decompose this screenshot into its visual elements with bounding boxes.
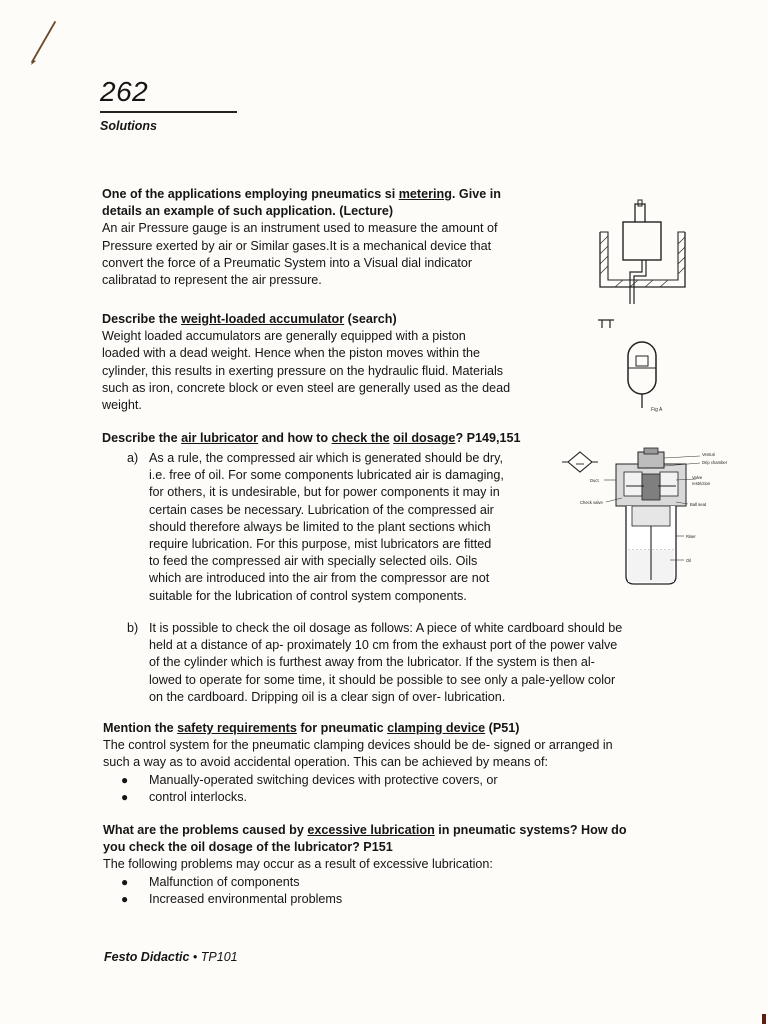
answer-line: An air Pressure gauge is an instrument used to measure the amount of: [102, 221, 498, 236]
answer-line: such as iron, concrete block or even steel are generally used as the dead: [102, 380, 511, 395]
pencil-mark-icon: [28, 20, 58, 66]
question-heading: Mention the safety requirements for pneumatic clamping device (P51): [103, 721, 520, 735]
answer-line: The control system for the pneumatic clamping devices should be de- signed or arranged in: [103, 738, 613, 753]
answer-line: It is possible to check the oil dosage as follows: A piece of white cardboard should be: [149, 621, 623, 635]
figure-label: Duct: [590, 478, 599, 483]
answer-line: to feed the compressed air with specially selected oils. Oils: [149, 554, 478, 569]
answer-line: As a rule, the compressed air which is generated should be dry,: [149, 451, 503, 465]
question-safety-requirements: [103, 720, 673, 806]
list-item: ● Manually-operated switching devices with protective covers, or: [121, 772, 673, 789]
question-air-lubricator: [102, 430, 572, 447]
bullet-icon: ●: [121, 789, 129, 804]
list-item: ● Increased environmental problems: [121, 891, 673, 908]
question-heading: One of the applications employing pneumatics si metering. Give in: [102, 187, 501, 201]
page-number: 262: [100, 76, 149, 107]
list-item: ● control interlocks.: [121, 789, 673, 806]
answer-line: convert the force of a Preumatic System into a Visual dial indicator: [102, 255, 473, 270]
footer-code: TP101: [200, 950, 238, 964]
footer-brand: Festo Didactic: [104, 950, 190, 964]
answer-line: Pressure exerted by air or Similar gases.It is a mechanical device that: [102, 238, 492, 253]
bullet-list: [121, 772, 673, 806]
list-marker: b): [127, 621, 139, 635]
bullet-icon: ●: [121, 874, 129, 889]
answer-line: should therefore always be limited to the plant sections which: [149, 519, 491, 534]
answer-line: weight.: [102, 398, 142, 413]
figure-label: Valve: [692, 475, 703, 480]
question-heading-line2: details an example of such application. (Lecture): [102, 204, 394, 219]
answer-line: for others, it is undesirable, but for power components it may in: [149, 485, 500, 500]
bullet-icon: ●: [121, 891, 129, 906]
list-item-a: [127, 450, 557, 605]
list-item-b: [127, 620, 677, 706]
question-heading: Describe the air lubricator and how to check the oil dosage? P149,151: [102, 431, 521, 445]
answer-line: loaded with a dead weight. Hence when the piston moves within the: [102, 346, 481, 361]
footer-separator: •: [189, 950, 201, 964]
answer-line: suitable for the lubrication of control system components.: [149, 588, 467, 603]
header-rule: [100, 111, 237, 113]
answer-line: calibratad to represent the air pressure.: [102, 273, 322, 288]
question-heading: Describe the weight-loaded accumulator (search): [102, 312, 397, 326]
answer-line: held at a distance of ap- proximately 10 cm from the exhaust port of the power valve: [149, 638, 618, 653]
figure-label: Check valve: [580, 500, 603, 505]
figure-label: restriction: [692, 481, 711, 486]
accumulator-symbol-icon: [620, 338, 690, 418]
answer-line: on the cardboard. Dripping oil is a clear sign of over- lubrication.: [149, 689, 506, 704]
question-accumulator: [102, 311, 572, 414]
figure-label: Venturi: [702, 452, 716, 457]
answer-line: lowed to operate for some time, it should be possible to see only a pale-yellow color: [149, 672, 616, 687]
bullet-list: [121, 874, 673, 908]
answer-line: of the cylinder which is furthest away from the lubricator. If the system is then al-: [149, 655, 595, 670]
question-heading-line2: you check the oil dosage of the lubricator? P151: [103, 840, 393, 855]
list-marker: a): [127, 451, 139, 465]
figure-label: Drip chamber: [702, 460, 728, 465]
answer-line: cylinder, this results in exerting pressure on the hydraulic fluid. Materials: [102, 363, 504, 378]
answer-line: which are introduced into the air from the compressor are not: [149, 571, 490, 586]
list-item: ● Malfunction of components: [121, 874, 673, 891]
figure-label: Fig A: [651, 407, 663, 413]
answer-line: i.e. free of oil. For some components lubricated air is damaging,: [149, 468, 504, 483]
question-metering: [102, 186, 562, 289]
answer-line: certain cases be necessary. Lubrication of the compressed air: [149, 502, 494, 517]
bullet-icon: ●: [121, 772, 129, 787]
figure-label: Oil: [686, 558, 692, 563]
page-footer: [104, 950, 238, 964]
lubricator-figure-icon: [566, 446, 734, 588]
page-edge-mark: [762, 1014, 766, 1024]
figure-label: Ball seat: [690, 502, 707, 507]
answer-line: require lubrication. For this purpose, mist lubricators are fitted: [149, 537, 492, 552]
question-heading: What are the problems caused by excessive lubrication in pneumatic systems? How do: [103, 823, 627, 837]
section-label: Solutions: [100, 119, 157, 133]
answer-line: such a way as to avoid accidental operation. This can be achieved by means of:: [103, 755, 549, 770]
answer-line: The following problems may occur as a result of excessive lubrication:: [103, 857, 493, 872]
figure-label: Riser: [686, 534, 696, 539]
answer-line: Weight loaded accumulators are generally equipped with a piston: [102, 329, 466, 344]
accumulator-figure-icon: [590, 192, 700, 332]
question-excessive-lubrication: [103, 822, 673, 908]
